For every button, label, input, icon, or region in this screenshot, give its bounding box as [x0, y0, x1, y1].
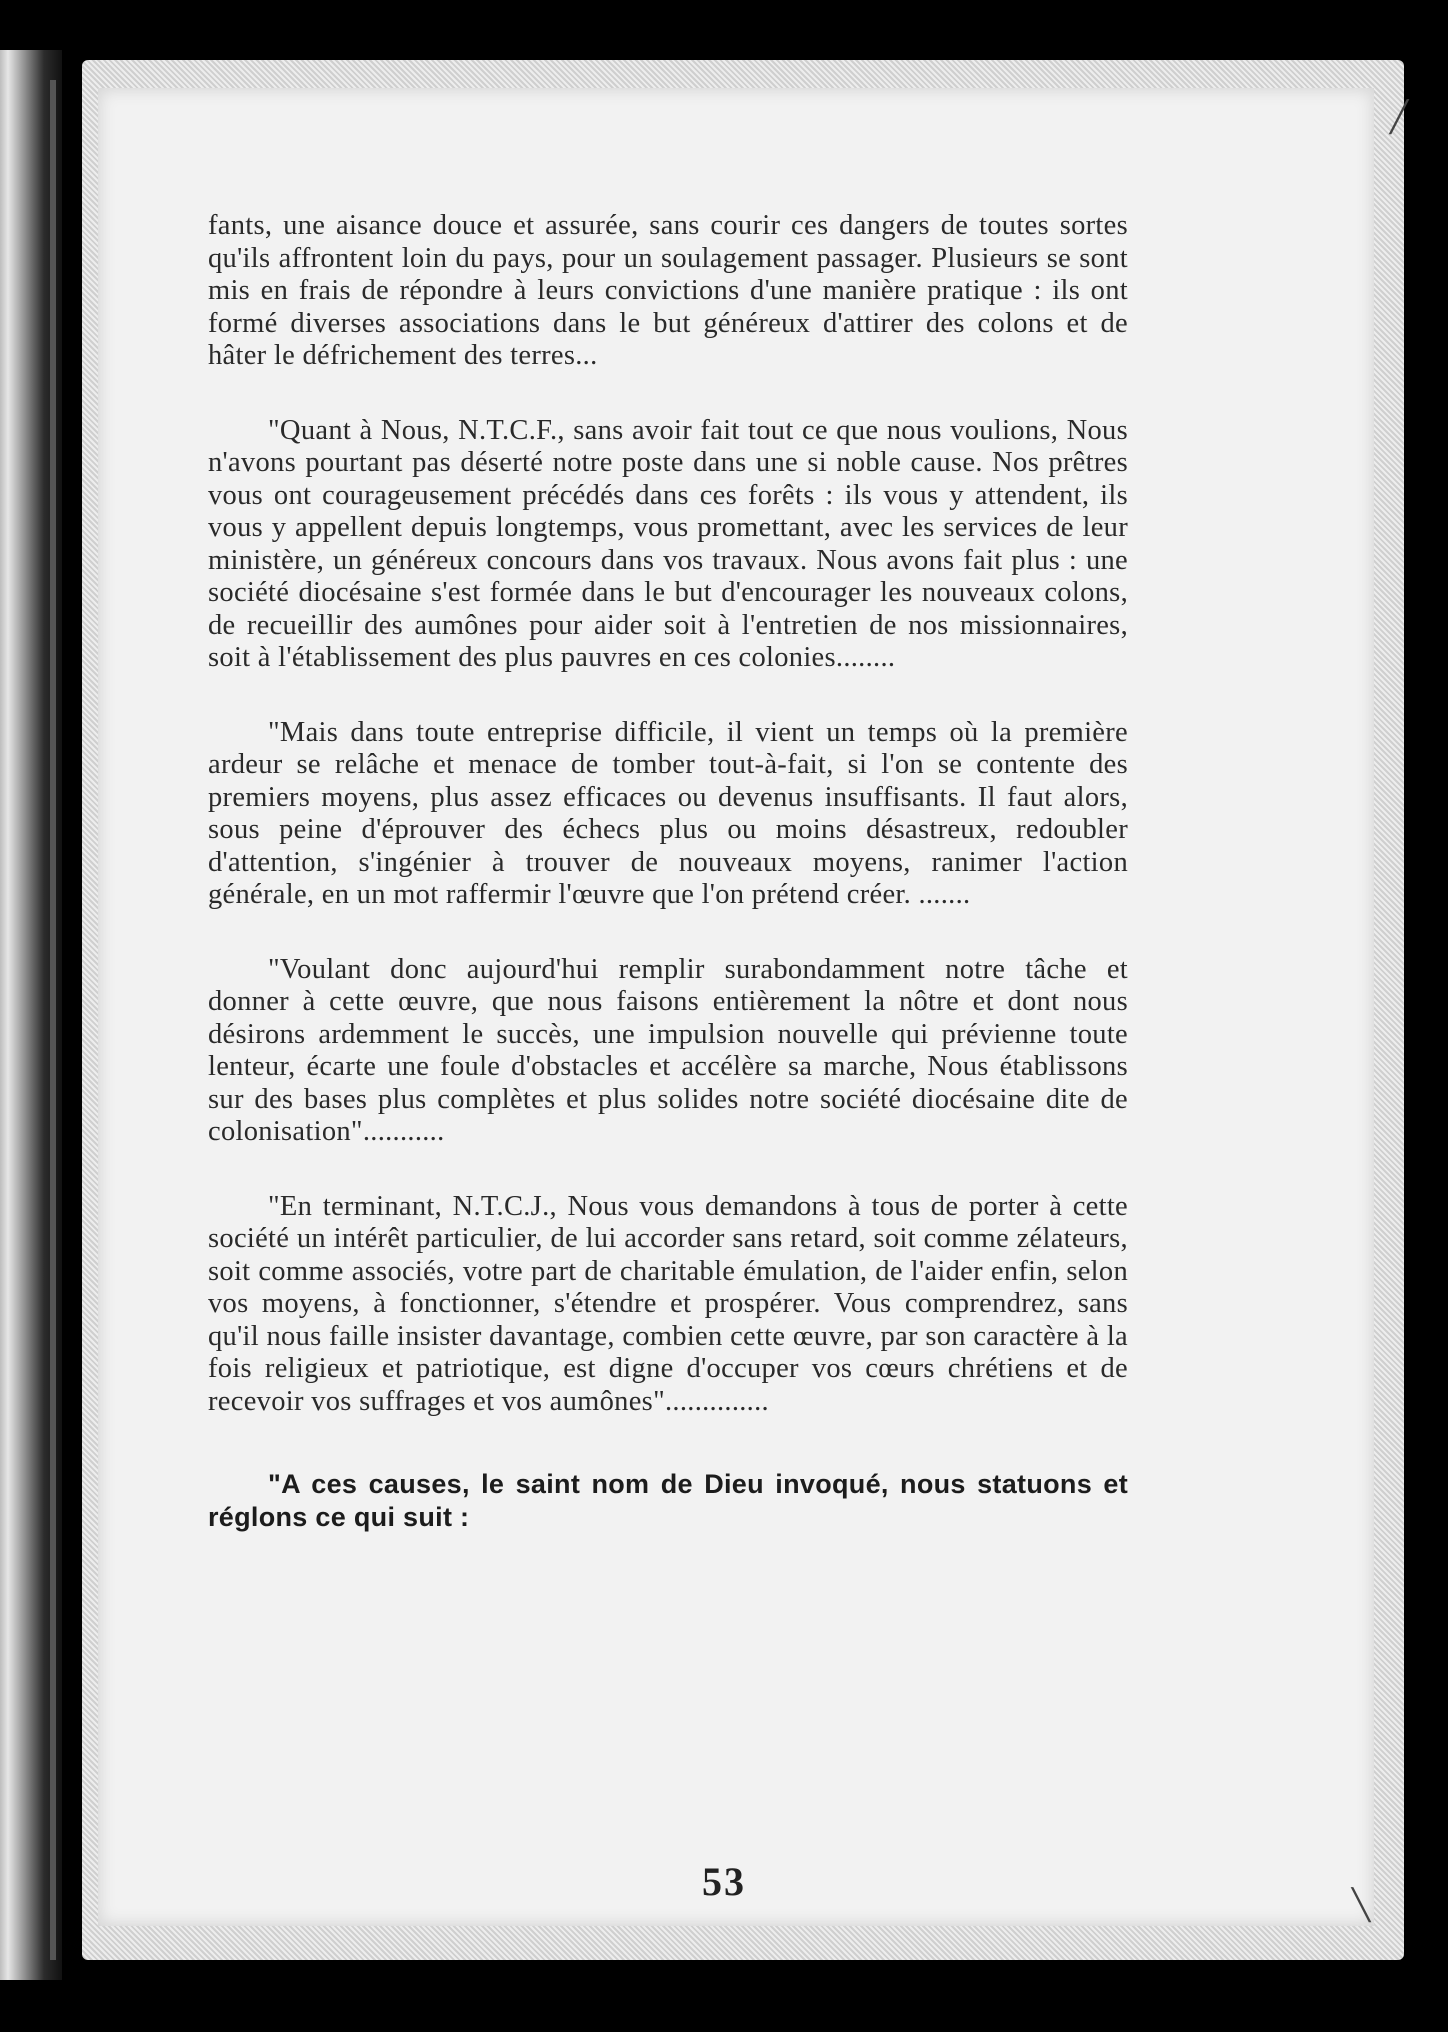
- closing-statement: "A ces causes, le saint nom de Dieu invoqué, nous statuons et réglons ce qui suit :: [208, 1469, 1128, 1532]
- page-number: 53: [702, 1859, 746, 1904]
- paragraph: fants, une aisance douce et assurée, sans courir ces dangers de toutes sortes qu'ils affrontent loin du pays, pour un soulagement passager. Plusieurs se sont mis en frais de répondre à leurs convictions d'une manière pratique : ils ont formé diverses associations dans le but généreux d'attirer des colons et de hâter le défrichement des terres...: [208, 210, 1128, 371]
- paragraph: "Voulant donc aujourd'hui remplir surabondamment notre tâche et donner à cette œuvre, que nous faisons entièrement la nôtre et dont nous désirons ardemment le succès, une impulsion nouvelle qui prévienne toute lenteur, écarte une foule d'obstacles et accélère sa marche, Nous établissons sur des bases plus complètes et plus solides notre société diocésaine dite de colonisation"...........: [208, 953, 1128, 1147]
- corner-fold-icon: ╲: [1352, 1888, 1371, 1923]
- page-body: [208, 210, 1128, 1576]
- corner-fold-icon: ╱: [1390, 100, 1409, 135]
- paragraph: "Quant à Nous, N.T.C.F., sans avoir fait tout ce que nous voulions, Nous n'avons pourtant pas déserté notre poste dans une si noble cause. Nos prêtres vous ont courageusement précédés dans ces forêts : ils vous y attendent, ils vous y appellent depuis longtemps, vous promettant, avec les services de leur ministère, un généreux concours dans vos travaux. Nous avons fait plus : une société diocésaine s'est formée dans le but d'encourager les nouveaux colons, de recueillir des aumônes pour aider soit à l'entretien de nos missionnaires, soit à l'établissement des plus pauvres en ces colonies........: [208, 414, 1128, 673]
- book-spine-edge: [0, 50, 62, 1980]
- paragraph: "Mais dans toute entreprise difficile, il vient un temps où la première ardeur se relâche et menace de tomber tout-à-fait, si l'on se contente des premiers moyens, plus assez efficaces ou devenus insuffisants. Il faut alors, sous peine d'éprouver des échecs plus ou moins désastreux, redoubler d'attention, s'ingénier à trouver de nouveaux moyens, ranimer l'action générale, en un mot raffermir l'œuvre que l'on prétend créer. .......: [208, 716, 1128, 910]
- paragraph: "En terminant, N.T.C.J., Nous vous demandons à tous de porter à cette société un intérêt particulier, de lui accorder sans retard, soit comme zélateurs, soit comme associés, votre part de charitable émulation, de l'aider enfin, selon vos moyens, à fonctionner, s'étendre et prospérer. Vous comprendrez, sans qu'il nous faille insister davantage, combien cette œuvre, par son caractère à la fois religieux et patriotique, est digne d'occuper vos cœurs chrétiens et de recevoir vos suffrages et vos aumônes"..............: [208, 1190, 1128, 1417]
